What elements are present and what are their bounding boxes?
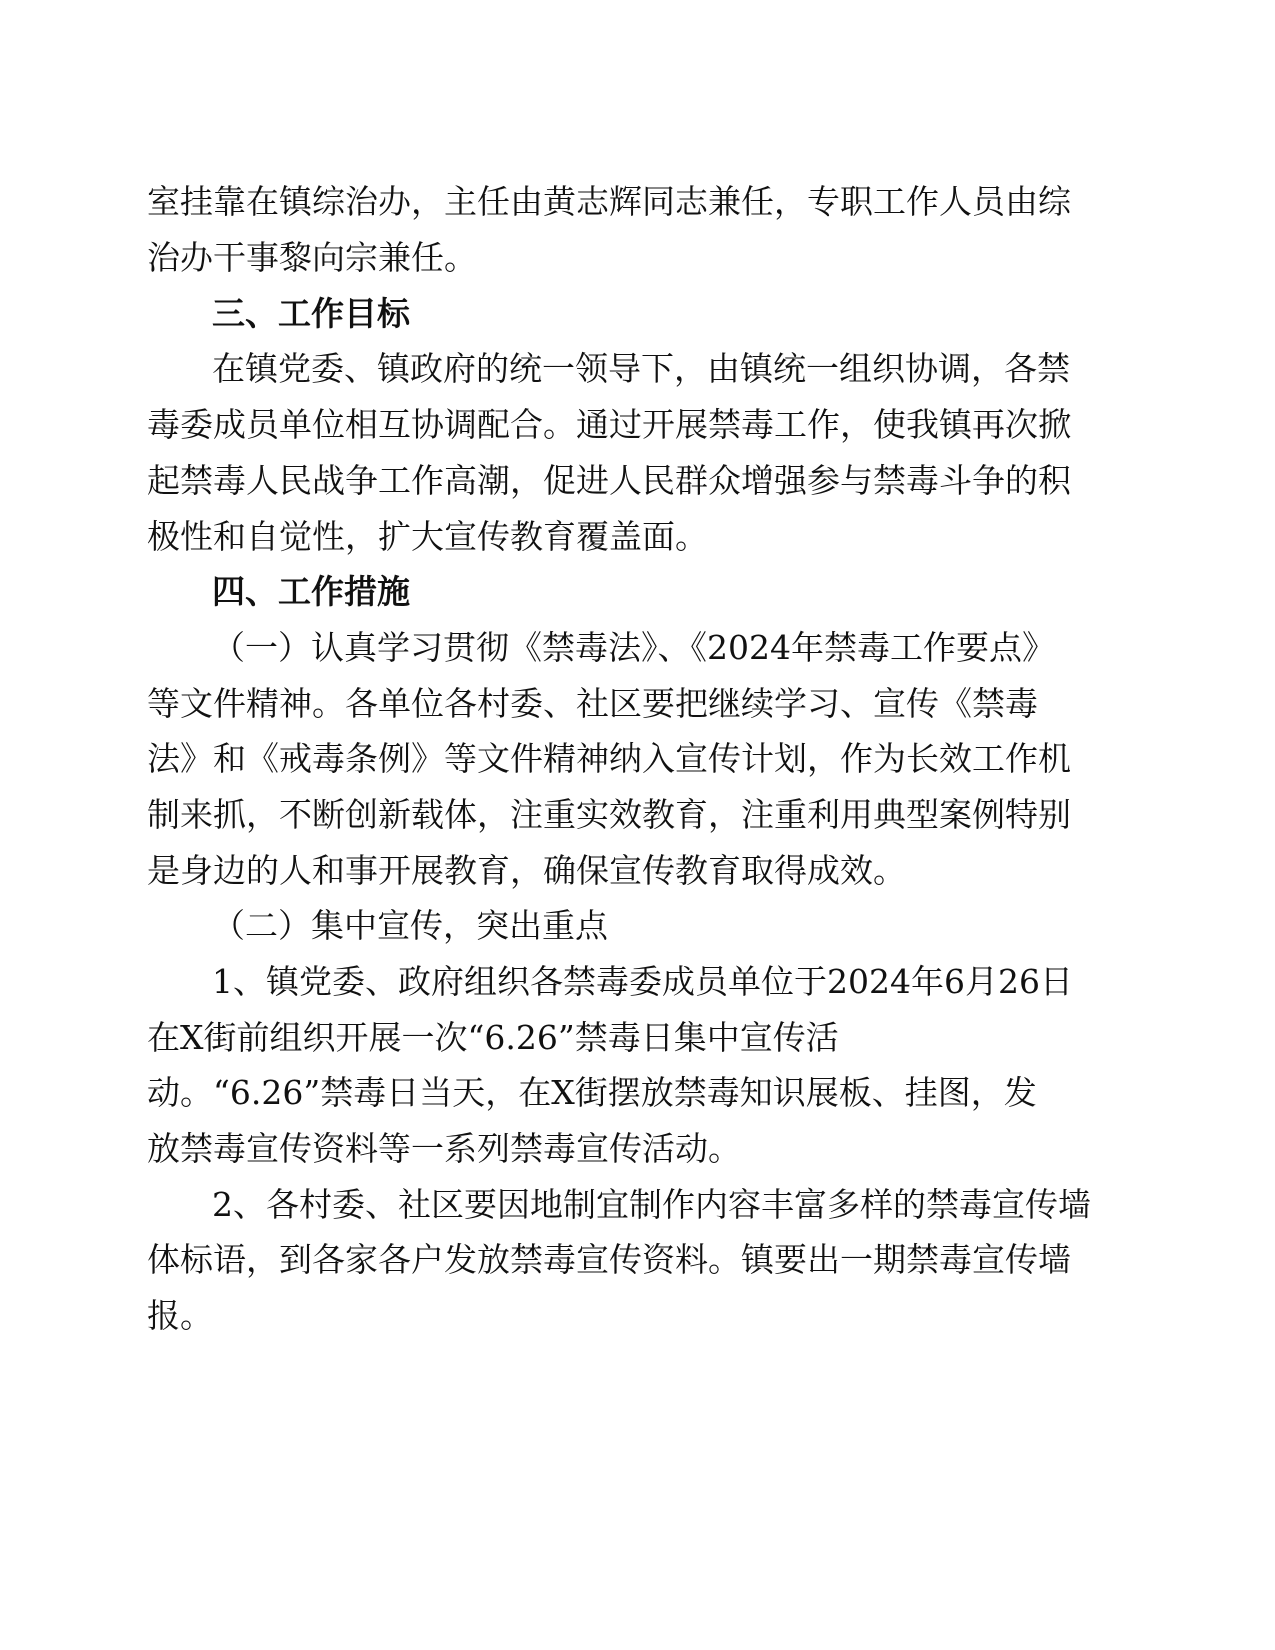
body-line: 法》和《戒毒条例》等文件精神纳入宣传计划，作为长效工作机 — [147, 739, 1071, 778]
body-line: 在X街前组织开展一次“6.26”禁毒日集中宣传活 — [147, 1018, 839, 1057]
body-line: 是身边的人和事开展教育，确保宣传教育取得成效。 — [147, 851, 906, 890]
body-line: 起禁毒人民战争工作高潮，促进人民群众增强参与禁毒斗争的积 — [147, 461, 1071, 500]
section-heading-4: 四、工作措施 — [212, 572, 410, 611]
body-line: 放禁毒宣传资料等一系列禁毒宣传活动。 — [147, 1129, 741, 1168]
body-line: 制来抓，不断创新载体，注重实效教育，注重利用典型案例特别 — [147, 795, 1071, 834]
body-line: 治办干事黎向宗兼任。 — [147, 238, 477, 277]
body-line: 2、各村委、社区要因地制宜制作内容丰富多样的禁毒宣传墙 — [212, 1185, 1091, 1224]
section-heading-3: 三、工作目标 — [212, 294, 410, 333]
subsection-heading-2: （二）集中宣传，突出重点 — [212, 906, 608, 945]
body-line: 体标语，到各家各户发放禁毒宣传资料。镇要出一期禁毒宣传墙 — [147, 1240, 1071, 1279]
subsection-heading-1: （一）认真学习贯彻《禁毒法》、《2024年禁毒工作要点》 — [212, 628, 1055, 667]
body-line: 毒委成员单位相互协调配合。通过开展禁毒工作，使我镇再次掀 — [147, 405, 1071, 444]
body-line: 报。 — [147, 1296, 213, 1335]
body-line: 极性和自觉性，扩大宣传教育覆盖面。 — [147, 517, 708, 556]
body-line: 1、镇党委、政府组织各禁毒委成员单位于2024年6月26日 — [212, 962, 1073, 1001]
body-line: 等文件精神。各单位各村委、社区要把继续学习、宣传《禁毒 — [147, 684, 1038, 723]
body-line: 动。“6.26”禁毒日当天，在X街摆放禁毒知识展板、挂图，发 — [147, 1073, 1037, 1112]
body-line: 室挂靠在镇综治办，主任由黄志辉同志兼任，专职工作人员由综 — [147, 182, 1071, 221]
body-line: 在镇党委、镇政府的统一领导下，由镇统一组织协调，各禁 — [212, 349, 1070, 388]
